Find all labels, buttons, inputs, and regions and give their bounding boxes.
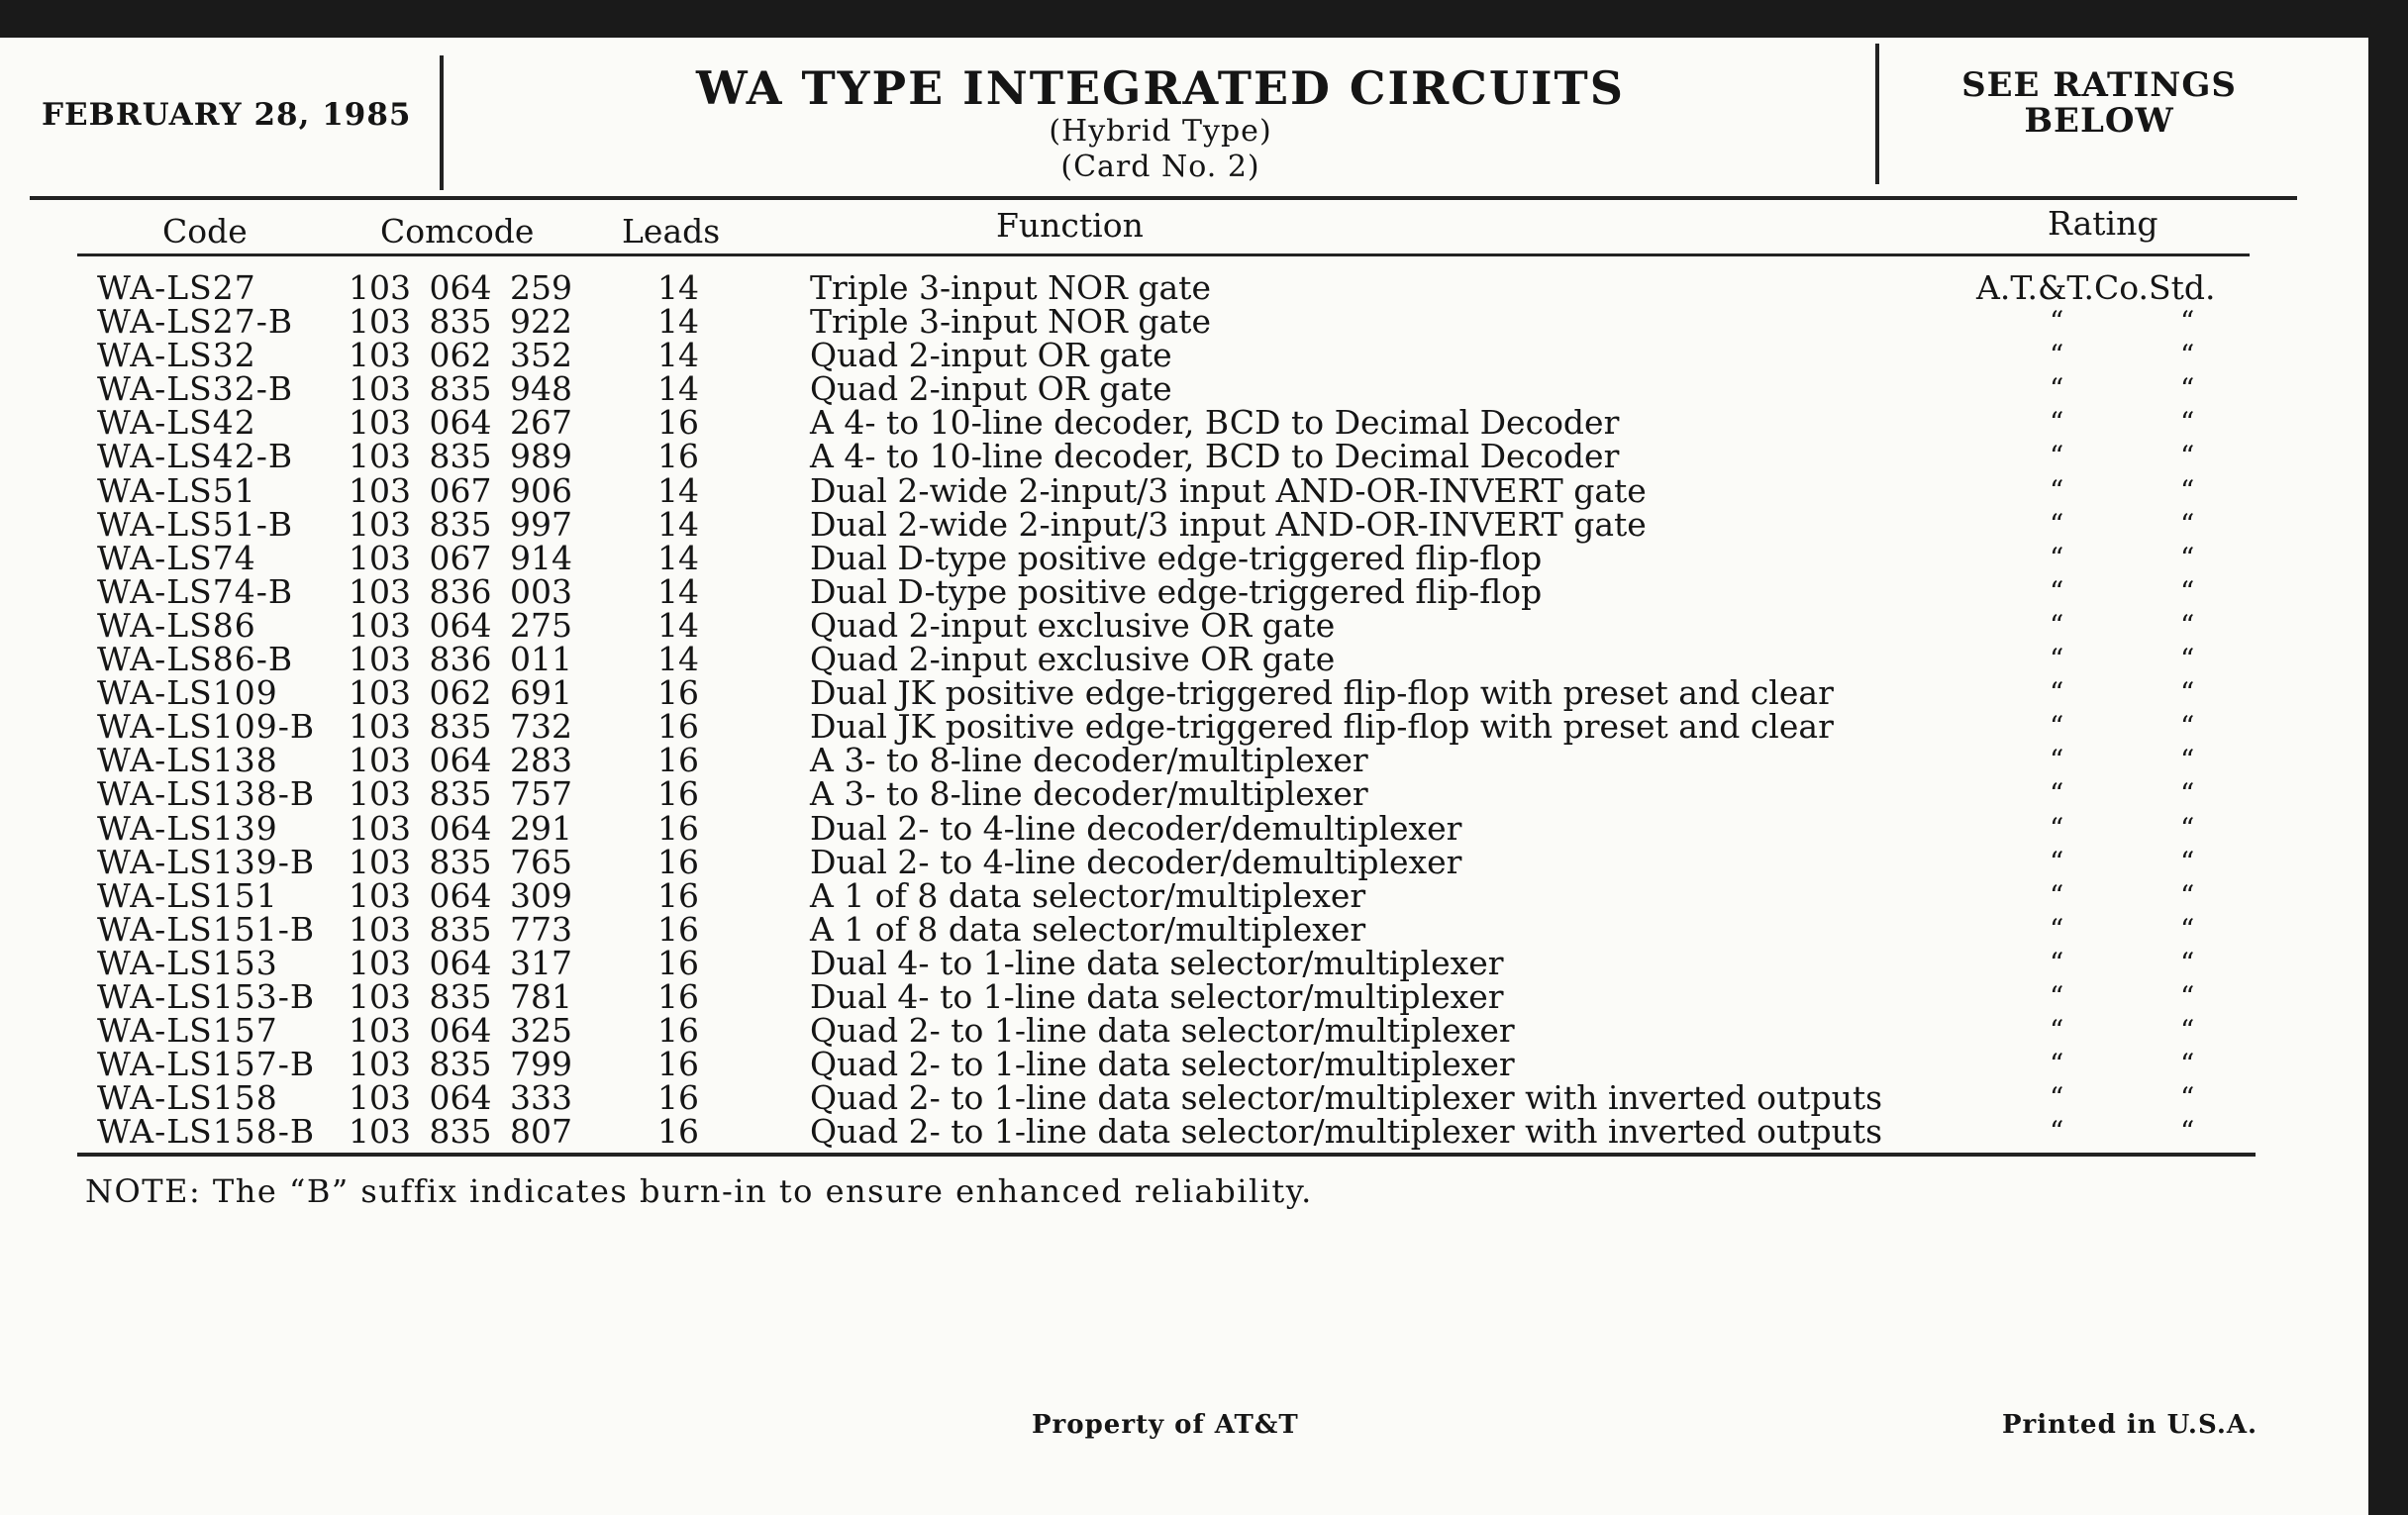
table-row xyxy=(0,808,2368,848)
ratings-notice-line1: SEE RATINGS xyxy=(1961,65,2237,105)
cell-function: Dual D-type positive edge-triggered flip-flop xyxy=(810,571,1543,611)
cell-comcode: 103 835 773 xyxy=(349,909,572,949)
table-row xyxy=(0,741,2368,780)
table-row xyxy=(0,437,2368,476)
cell-leads: 16 xyxy=(657,1011,699,1051)
cell-function: Triple 3-input NOR gate xyxy=(810,268,1211,307)
cell-function: A 3- to 8-line decoder/multiplexer xyxy=(810,741,1368,780)
table-row xyxy=(0,403,2368,443)
cell-rating-ditto: “ xyxy=(2050,912,2064,946)
cell-function: Quad 2-input exclusive OR gate xyxy=(810,605,1336,645)
table-row xyxy=(0,943,2368,982)
card-date: FEBRUARY 28, 1985 xyxy=(42,97,412,133)
table-row xyxy=(0,268,2368,307)
cell-rating-ditto: “ xyxy=(2050,946,2064,979)
reference-card xyxy=(0,38,2368,1515)
burn-in-note: NOTE: The “B” suffix indicates burn-in to ensure enhanced reliability. xyxy=(85,1172,1313,1210)
subtitle-card-number: (Card No. 2) xyxy=(1060,149,1260,184)
cell-function: Quad 2-input exclusive OR gate xyxy=(810,640,1336,679)
cell-leads: 14 xyxy=(657,268,699,307)
cell-rating-ditto: “ xyxy=(2050,1048,2064,1081)
cell-rating-ditto: “ xyxy=(2180,339,2195,372)
cell-rating-ditto: “ xyxy=(2050,676,2064,710)
cell-rating-ditto: “ xyxy=(2180,1081,2195,1115)
cell-leads: 16 xyxy=(657,1045,699,1084)
cell-leads: 16 xyxy=(657,909,699,949)
cell-function: Triple 3-input NOR gate xyxy=(810,302,1211,342)
cell-code: WA-LS157 xyxy=(97,1011,278,1051)
table-row xyxy=(0,909,2368,949)
cell-leads: 14 xyxy=(657,302,699,342)
cell-code: WA-LS27-B xyxy=(97,302,294,342)
cell-code: WA-LS139-B xyxy=(97,842,316,881)
cell-leads: 16 xyxy=(657,808,699,848)
column-header-function: Function xyxy=(996,206,1144,245)
table-row xyxy=(0,640,2368,679)
cell-function: Dual D-type positive edge-triggered flip-flop xyxy=(810,538,1543,577)
cell-code: WA-LS86 xyxy=(97,605,256,645)
table-row xyxy=(0,1078,2368,1118)
cell-comcode: 103 064 283 xyxy=(349,741,572,780)
cell-leads: 14 xyxy=(657,640,699,679)
cell-comcode: 103 835 922 xyxy=(349,302,572,342)
cell-function: Dual 4- to 1-line data selector/multiplexer xyxy=(810,976,1504,1016)
cell-rating-ditto: “ xyxy=(2050,372,2064,406)
cell-rating-ditto: “ xyxy=(2050,643,2064,676)
cell-rating-ditto: “ xyxy=(2180,811,2195,845)
column-header-rating: Rating xyxy=(2048,204,2158,243)
cell-comcode: 103 064 333 xyxy=(349,1078,572,1118)
cell-code: WA-LS74 xyxy=(97,538,256,577)
table-row xyxy=(0,875,2368,915)
cell-code: WA-LS32 xyxy=(97,336,256,375)
cell-leads: 16 xyxy=(657,875,699,915)
cell-function: Dual 2- to 4-line decoder/demultiplexer xyxy=(810,842,1462,881)
cell-rating-ditto: “ xyxy=(2050,1115,2064,1149)
cell-function: A 1 of 8 data selector/multiplexer xyxy=(810,909,1366,949)
cell-leads: 14 xyxy=(657,571,699,611)
table-row xyxy=(0,673,2368,713)
cell-function: Dual 2-wide 2-input/3 input AND-OR-INVERT gate xyxy=(810,470,1647,510)
cell-comcode: 103 836 003 xyxy=(349,571,572,611)
cell-leads: 16 xyxy=(657,1112,699,1152)
cell-leads: 16 xyxy=(657,774,699,814)
cell-code: WA-LS27 xyxy=(97,268,256,307)
cell-comcode: 103 835 781 xyxy=(349,976,572,1016)
cell-function: Dual 2- to 4-line decoder/demultiplexer xyxy=(810,808,1462,848)
cell-code: WA-LS74-B xyxy=(97,571,294,611)
cell-rating-ditto: “ xyxy=(2180,507,2195,541)
cell-rating-ditto: “ xyxy=(2050,608,2064,642)
ratings-notice-line2: BELOW xyxy=(2024,101,2174,141)
cell-function: Dual 2-wide 2-input/3 input AND-OR-INVERT gate xyxy=(810,504,1647,544)
cell-comcode: 103 835 799 xyxy=(349,1045,572,1084)
cell-leads: 14 xyxy=(657,605,699,645)
cell-rating-ditto: “ xyxy=(2050,541,2064,574)
cell-comcode: 103 067 914 xyxy=(349,538,572,577)
cell-code: WA-LS86-B xyxy=(97,640,294,679)
cell-function: Dual JK positive edge-triggered flip-flop with preset and clear xyxy=(810,673,1834,713)
cell-code: WA-LS42-B xyxy=(97,437,294,476)
table-row xyxy=(0,504,2368,544)
cell-rating-ditto: “ xyxy=(2050,507,2064,541)
header-divider xyxy=(1875,44,1879,184)
cell-comcode: 103 064 317 xyxy=(349,943,572,982)
cell-function: Quad 2-input OR gate xyxy=(810,336,1172,375)
cell-rating-ditto: “ xyxy=(2180,406,2195,440)
cell-rating-ditto: “ xyxy=(2180,878,2195,912)
cell-code: WA-LS153-B xyxy=(97,976,316,1016)
cell-comcode: 103 835 757 xyxy=(349,774,572,814)
cell-comcode: 103 064 309 xyxy=(349,875,572,915)
cell-leads: 14 xyxy=(657,538,699,577)
cell-function: Quad 2-input OR gate xyxy=(810,369,1172,409)
cell-code: WA-LS158-B xyxy=(97,1112,316,1152)
cell-comcode: 103 835 948 xyxy=(349,369,572,409)
cell-comcode: 103 064 267 xyxy=(349,403,572,443)
cell-function: A 1 of 8 data selector/multiplexer xyxy=(810,875,1366,915)
cell-leads: 16 xyxy=(657,1078,699,1118)
cell-function: Quad 2- to 1-line data selector/multiplexer with inverted outputs xyxy=(810,1112,1883,1152)
cell-comcode: 103 836 011 xyxy=(349,640,572,679)
cell-code: WA-LS109 xyxy=(97,673,278,713)
cell-leads: 14 xyxy=(657,369,699,409)
cell-rating-ditto: “ xyxy=(2050,744,2064,777)
table-row xyxy=(0,605,2368,645)
cell-comcode: 103 062 691 xyxy=(349,673,572,713)
header-divider xyxy=(440,55,444,190)
cell-rating-ditto: “ xyxy=(2050,979,2064,1013)
cell-code: WA-LS42 xyxy=(97,403,256,443)
cell-rating-ditto: “ xyxy=(2050,339,2064,372)
column-header-comcode: Comcode xyxy=(380,212,535,251)
cell-rating-ditto: “ xyxy=(2180,473,2195,507)
cell-leads: 16 xyxy=(657,741,699,780)
column-header-leads: Leads xyxy=(622,212,721,251)
cell-rating-ditto: “ xyxy=(2180,541,2195,574)
cell-rating-ditto: “ xyxy=(2050,1014,2064,1048)
cell-comcode: 103 835 765 xyxy=(349,842,572,881)
cell-comcode: 103 067 906 xyxy=(349,470,572,510)
cell-rating-ditto: “ xyxy=(2180,912,2195,946)
cell-rating-ditto: “ xyxy=(2050,777,2064,811)
table-row xyxy=(0,842,2368,881)
cell-rating-ditto: “ xyxy=(2050,845,2064,878)
table-row xyxy=(0,571,2368,611)
table-row xyxy=(0,538,2368,577)
cell-leads: 16 xyxy=(657,403,699,443)
header-rule xyxy=(30,196,2297,200)
cell-leads: 16 xyxy=(657,976,699,1016)
cell-code: WA-LS51 xyxy=(97,470,256,510)
cell-rating-ditto: “ xyxy=(2050,406,2064,440)
cell-function: Dual 4- to 1-line data selector/multiplexer xyxy=(810,943,1504,982)
cell-rating-ditto: “ xyxy=(2050,440,2064,473)
cell-leads: 16 xyxy=(657,842,699,881)
cell-rating-ditto: “ xyxy=(2180,440,2195,473)
cell-rating-ditto: “ xyxy=(2180,1014,2195,1048)
cell-rating-ditto: “ xyxy=(2050,710,2064,744)
cell-function: Quad 2- to 1-line data selector/multiplexer xyxy=(810,1045,1515,1084)
circuit-table-body xyxy=(0,268,2368,1152)
cell-leads: 14 xyxy=(657,336,699,375)
cell-comcode: 103 064 325 xyxy=(349,1011,572,1051)
cell-rating-ditto: “ xyxy=(2050,305,2064,339)
cell-rating-ditto: “ xyxy=(2180,946,2195,979)
subtitle-hybrid-type: (Hybrid Type) xyxy=(1049,113,1272,149)
table-row xyxy=(0,470,2368,510)
table-row xyxy=(0,1112,2368,1152)
cell-leads: 14 xyxy=(657,470,699,510)
table-row xyxy=(0,707,2368,747)
table-row xyxy=(0,1045,2368,1084)
cell-function: A 4- to 10-line decoder, BCD to Decimal Decoder xyxy=(810,403,1620,443)
cell-leads: 16 xyxy=(657,707,699,747)
cell-function: Quad 2- to 1-line data selector/multiplexer with inverted outputs xyxy=(810,1078,1883,1118)
cell-comcode: 103 835 989 xyxy=(349,437,572,476)
footer-property: Property of AT&T xyxy=(1032,1410,1299,1440)
cell-function: Dual JK positive edge-triggered flip-flop with preset and clear xyxy=(810,707,1834,747)
cell-code: WA-LS151-B xyxy=(97,909,316,949)
cell-comcode: 103 064 275 xyxy=(349,605,572,645)
cell-comcode: 103 064 259 xyxy=(349,268,572,307)
cell-comcode: 103 064 291 xyxy=(349,808,572,848)
table-row xyxy=(0,369,2368,409)
footer-printed: Printed in U.S.A. xyxy=(2002,1410,2258,1440)
cell-code: WA-LS139 xyxy=(97,808,278,848)
cell-code: WA-LS32-B xyxy=(97,369,294,409)
cell-rating-ditto: “ xyxy=(2180,744,2195,777)
cell-rating-ditto: “ xyxy=(2180,845,2195,878)
column-header-code: Code xyxy=(162,212,248,251)
table-row xyxy=(0,976,2368,1016)
cell-rating: A.T.&T.Co.Std. xyxy=(1976,268,2216,307)
cell-rating-ditto: “ xyxy=(2180,372,2195,406)
cell-rating-ditto: “ xyxy=(2180,1048,2195,1081)
column-header-rule xyxy=(77,253,2250,256)
cell-rating-ditto: “ xyxy=(2050,473,2064,507)
table-row xyxy=(0,336,2368,375)
cell-rating-ditto: “ xyxy=(2050,1081,2064,1115)
table-row xyxy=(0,774,2368,814)
cell-comcode: 103 062 352 xyxy=(349,336,572,375)
table-bottom-rule xyxy=(77,1153,2256,1157)
cell-rating-ditto: “ xyxy=(2180,643,2195,676)
cell-leads: 14 xyxy=(657,504,699,544)
cell-rating-ditto: “ xyxy=(2180,608,2195,642)
ratings-notice xyxy=(1891,67,2307,139)
cell-rating-ditto: “ xyxy=(2180,676,2195,710)
page-title: WA TYPE INTEGRATED CIRCUITS xyxy=(696,61,1625,115)
cell-rating-ditto: “ xyxy=(2180,777,2195,811)
cell-code: WA-LS153 xyxy=(97,943,278,982)
cell-code: WA-LS158 xyxy=(97,1078,278,1118)
cell-code: WA-LS138-B xyxy=(97,774,316,814)
cell-code: WA-LS109-B xyxy=(97,707,316,747)
cell-rating-ditto: “ xyxy=(2180,979,2195,1013)
cell-rating-ditto: “ xyxy=(2050,574,2064,608)
cell-rating-ditto: “ xyxy=(2050,878,2064,912)
cell-code: WA-LS151 xyxy=(97,875,278,915)
cell-code: WA-LS51-B xyxy=(97,504,294,544)
cell-comcode: 103 835 807 xyxy=(349,1112,572,1152)
table-row xyxy=(0,1011,2368,1051)
cell-rating-ditto: “ xyxy=(2180,305,2195,339)
header-title-block xyxy=(446,63,1875,185)
cell-comcode: 103 835 732 xyxy=(349,707,572,747)
cell-rating-ditto: “ xyxy=(2180,710,2195,744)
cell-function: A 4- to 10-line decoder, BCD to Decimal Decoder xyxy=(810,437,1620,476)
cell-leads: 16 xyxy=(657,673,699,713)
cell-comcode: 103 835 997 xyxy=(349,504,572,544)
cell-code: WA-LS138 xyxy=(97,741,278,780)
cell-leads: 16 xyxy=(657,437,699,476)
cell-leads: 16 xyxy=(657,943,699,982)
cell-rating-ditto: “ xyxy=(2180,574,2195,608)
cell-rating-ditto: “ xyxy=(2050,811,2064,845)
cell-code: WA-LS157-B xyxy=(97,1045,316,1084)
cell-rating-ditto: “ xyxy=(2180,1115,2195,1149)
cell-function: A 3- to 8-line decoder/multiplexer xyxy=(810,774,1368,814)
table-row xyxy=(0,302,2368,342)
cell-function: Quad 2- to 1-line data selector/multiplexer xyxy=(810,1011,1515,1051)
